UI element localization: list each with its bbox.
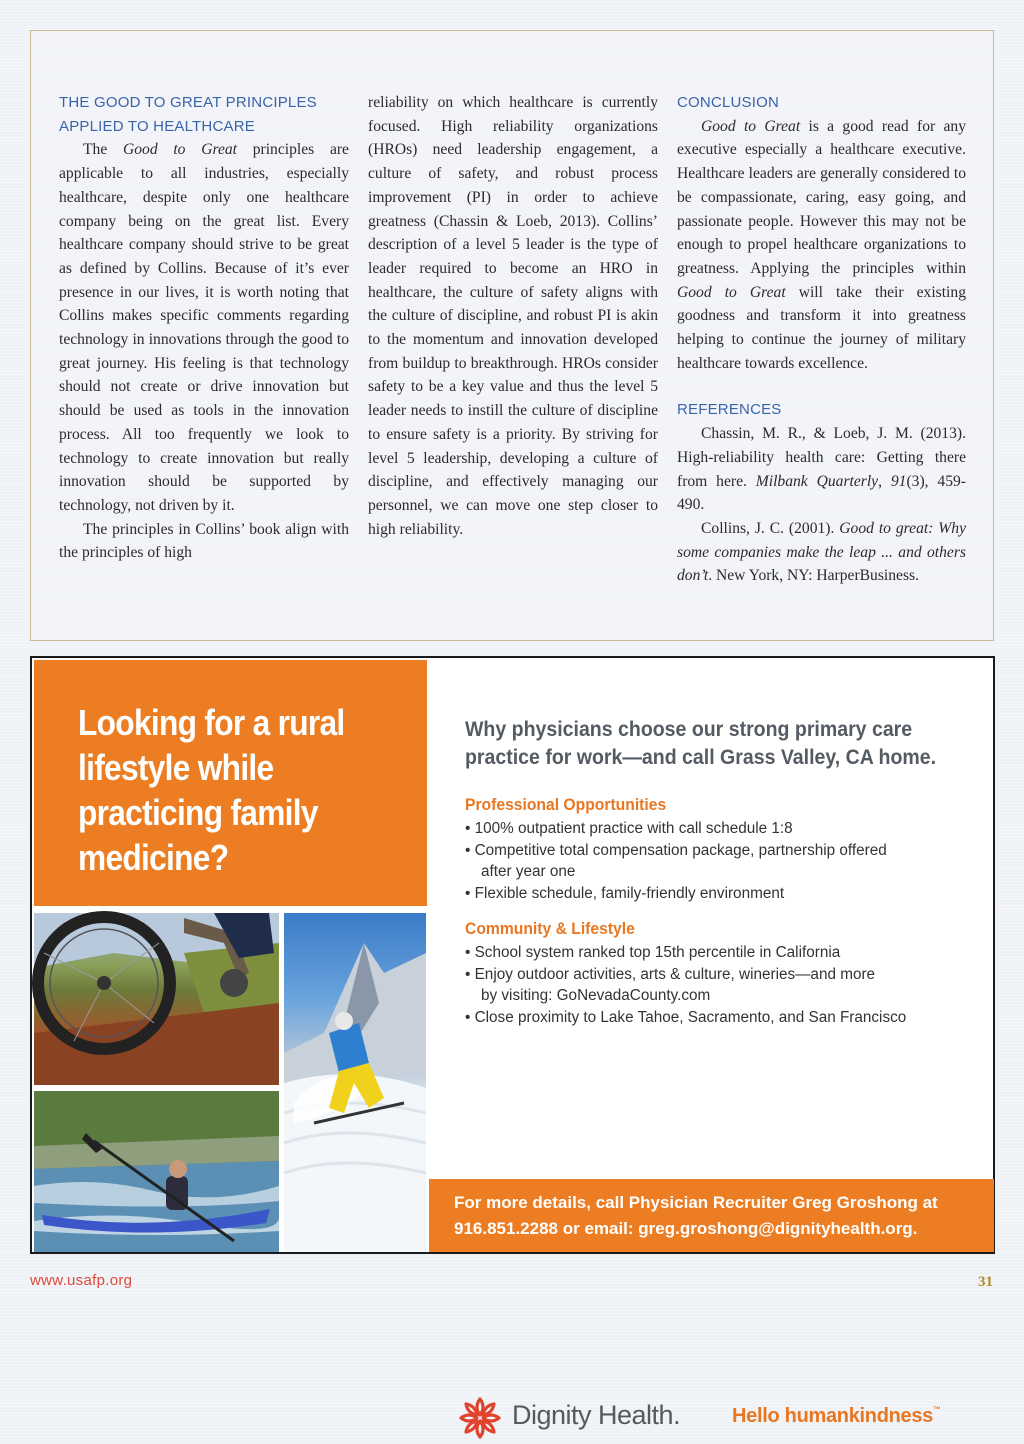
- paragraph: [677, 115, 966, 376]
- item-text: 100% outpatient practice with call schedule 1:8: [474, 820, 793, 837]
- list-item: [465, 840, 985, 883]
- reference-item: [677, 517, 966, 588]
- professional-opportunities-heading: Professional Opportunities: [465, 796, 667, 814]
- professional-opportunities-list: [465, 818, 985, 904]
- book-title: Good to Great: [677, 283, 786, 301]
- ad-headline: Looking for a rural lifestyle while practicing family medicine?: [78, 702, 345, 878]
- paragraph: The principles in Collins’ book align with the principles of high: [59, 520, 349, 562]
- text: principles are applicable to all industries, especially healthcare, despite only one healthcare company being on the great list. Every healthcare company should strive to be great as defined by Collins. Because of it’s ever presence in our lives, it is worth noting that Collins makes specific comments regarding technology in innovations through the good to great journey. His feeling is that technology should not create or drive innovation but should be used as tools in the innovation process. All too frequently we look to technology to create innovation but really innovation should be supported by technology, not driven by it.: [59, 141, 349, 514]
- logo-row: [456, 1394, 976, 1444]
- section-heading-conclusion: CONCLUSION: [677, 94, 780, 111]
- article-section: [30, 30, 994, 641]
- article-column-2: [368, 91, 658, 541]
- mountain-bike-photo: [34, 913, 279, 1085]
- bullet: •: [465, 1008, 471, 1026]
- text: . New York, NY: HarperBusiness.: [708, 567, 919, 585]
- text: is a good read for any executive especially a healthcare executive. Healthcare leaders are generally considered to be compassionate, caring, easy going, and passionate people. However this may not be enough to propel healthcare organizations to greatness. Applying the principles within: [677, 117, 966, 277]
- skiing-photo: [284, 913, 426, 1252]
- ad-subheadline: Why physicians choose our strong primary care practice for work—and call Grass Valley, CA home.: [465, 718, 937, 769]
- book-title: Good to great: Why some companies make the leap ... and others don’t: [677, 519, 967, 585]
- bullet: •: [465, 820, 471, 837]
- text: ,: [878, 472, 891, 490]
- bullet: •: [465, 944, 471, 961]
- contact-banner: [429, 1179, 994, 1252]
- item-text-continued: by visiting: GoNevadaCounty.com: [481, 987, 711, 1004]
- list-item: [465, 964, 985, 1007]
- list-item: [465, 883, 985, 905]
- tagline: [732, 1405, 941, 1428]
- item-text: Competitive total compensation package, partnership offered: [474, 841, 887, 859]
- dignity-health-star-icon: [458, 1396, 502, 1440]
- community-lifestyle-heading: Community & Lifestyle: [465, 920, 635, 938]
- text: Collins, J. C. (2001).: [701, 519, 840, 537]
- paragraph: [59, 138, 349, 517]
- book-title: Good to Great: [122, 141, 237, 159]
- paragraph: reliability on which healthcare is currently focused. High reliability organizations (HROs) need leadership engagement, a culture of safety, and robust process improvement (PI) in order to achieve greatness (Chassin & Loeb, 2013). Collins’ description of a level 5 leader is the type of leader required to become an HRO in healthcare, the culture of safety aligns with the culture of discipline, and robust PI is akin to the momentum and innovation developed from buildup to breakthrough. HROs consider safety to be a key value and thus the level 5 leader needs to instill the culture of discipline to ensure safety is a priority. By striving for level 5 leadership, developing a culture of discipline, and effectively managing our personnel, we can move one step closer to high reliability.: [368, 94, 658, 538]
- text: (3), 459-490.: [677, 472, 966, 514]
- page-number: 31: [978, 1274, 993, 1290]
- bullet: •: [465, 965, 471, 983]
- item-text: Close proximity to Lake Tahoe, Sacramento, and San Francisco: [474, 1008, 907, 1026]
- article-column-3: [677, 91, 966, 588]
- contact-line-2[interactable]: 916.851.2288 or email: greg.groshong@dignityhealth.org.: [454, 1219, 918, 1238]
- trademark: ™: [933, 1405, 941, 1414]
- item-text: Flexible schedule, family-friendly environment: [474, 884, 785, 902]
- journal-title: Milbank Quarterly: [755, 472, 879, 490]
- list-item: [465, 942, 985, 964]
- bullet: •: [465, 841, 471, 859]
- section-heading-references: REFERENCES: [677, 401, 782, 419]
- text: Chassin, M. R., & Loeb, J. M. (2013). High-reliability health care: Getting there from here.: [677, 425, 966, 490]
- ad-details: [465, 716, 985, 1028]
- kayaking-photo: [34, 1091, 279, 1252]
- dignity-health-logo-text: Dignity Health.: [512, 1400, 681, 1430]
- article-column-1: [59, 91, 349, 565]
- item-text: Enjoy outdoor activities, arts & culture, wineries—and more: [474, 965, 876, 983]
- list-item: [465, 1007, 985, 1029]
- website-link[interactable]: www.usafp.org: [30, 1272, 133, 1289]
- section-heading-good-to-great: THE GOOD TO GREAT PRINCIPLES APPLIED TO HEALTHCARE: [59, 94, 317, 135]
- item-text-continued: after year one: [481, 863, 576, 880]
- tagline-text: Hello humankindness: [732, 1405, 934, 1427]
- ad-headline-panel: [34, 660, 427, 906]
- item-text: School system ranked top 15th percentile in California: [474, 944, 841, 961]
- reference-item: [677, 422, 966, 517]
- bullet: •: [465, 884, 471, 902]
- community-lifestyle-list: [465, 942, 985, 1028]
- list-item: [465, 818, 985, 840]
- volume: 91: [890, 472, 907, 490]
- contact-line-1: For more details, call Physician Recruiter Greg Groshong at: [454, 1193, 938, 1212]
- book-title: Good to Great: [701, 117, 801, 135]
- text: The: [83, 141, 123, 159]
- text: will take their existing goodness and transform it into greatness helping to continue the journey of military healthcare towards excellence.: [677, 283, 966, 372]
